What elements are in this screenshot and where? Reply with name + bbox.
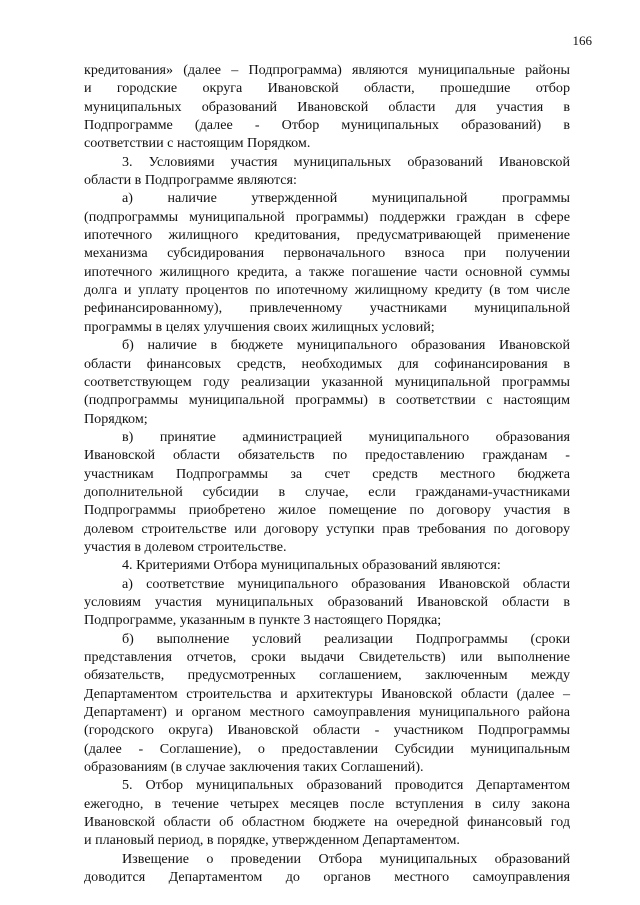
text-line: (подпрограммы муниципальной программы) в соответствии с настоящим bbox=[84, 392, 570, 409]
document-text-body bbox=[84, 61, 570, 886]
text-line: 5. Отбор муниципальных образований проводится Департаментом bbox=[122, 777, 570, 794]
text-line: Порядком; bbox=[84, 410, 148, 427]
text-line: участникам Подпрограммы за счет средств местного бюджета bbox=[84, 465, 570, 482]
text-line: программы в целях улучшения своих жилищных условий; bbox=[84, 318, 435, 335]
text-line: соответствии с настоящим Порядком. bbox=[84, 135, 311, 152]
text-line: Подпрограммы приобретено жилое помещение по договору участия в bbox=[84, 502, 570, 519]
text-line: б) выполнение условий реализации Подпрограммы (сроки bbox=[122, 630, 570, 647]
text-line: б) наличие в бюджете муниципального образования Ивановской bbox=[122, 337, 570, 354]
text-line: долга и уплату процентов по ипотечному жилищному кредиту (в том числе bbox=[84, 282, 570, 299]
text-line: (подпрограммы муниципальной программы) поддержки граждан в сфере bbox=[84, 208, 570, 225]
text-line: Ивановской области обязательств по предоставлению гражданам - bbox=[84, 447, 570, 464]
text-line: дополнительной субсидии в случае, если гражданами-участниками bbox=[84, 483, 570, 500]
text-line: и плановый период, в порядке, утвержденном Департаментом. bbox=[84, 832, 460, 849]
text-line: ипотечного жилищного кредитования, предусматривающей применение bbox=[84, 227, 570, 244]
text-line: Подпрограмме, указанным в пункте 3 настоящего Порядка; bbox=[84, 612, 442, 629]
text-line: образованиям (в случае заключения таких Соглашений). bbox=[84, 759, 424, 776]
text-line: и городские округа Ивановской области, прошедшие отбор bbox=[84, 80, 570, 97]
text-line: Подпрограмме (далее - Отбор муниципальных образований) в bbox=[84, 117, 570, 134]
text-line: кредитования» (далее – Подпрограмма) являются муниципальные районы bbox=[84, 62, 570, 78]
text-line: а) соответствие муниципального образования Ивановской области bbox=[122, 575, 570, 592]
text-line: участия в долевом строительстве. bbox=[84, 538, 287, 555]
text-line: (далее - Соглашение), о предоставлении Субсидии муниципальным bbox=[84, 740, 570, 757]
text-line: а) наличие утвержденной муниципальной программы bbox=[122, 190, 570, 207]
text-line: области финансовых средств, необходимых для софинансирования в bbox=[84, 355, 570, 372]
text-line: долевом строительстве или договору уступки прав требования по договору bbox=[84, 520, 570, 537]
text-line: (городского округа) Ивановской области - участником Подпрограммы bbox=[84, 722, 570, 739]
text-line: механизма субсидирования первоначального взноса при получении bbox=[84, 245, 570, 262]
text-line: Извещение о проведении Отбора муниципальных образований bbox=[122, 850, 570, 867]
text-line: муниципальных образований Ивановской области для участия в bbox=[84, 98, 570, 115]
page-number: 166 bbox=[572, 33, 592, 48]
text-line: в) принятие администрацией муниципального образования bbox=[122, 428, 570, 445]
text-line: Департаментом строительства и архитектуры Ивановской области (далее – bbox=[84, 685, 570, 702]
text-line: рефинансированному), привлеченному участниками муниципальной bbox=[84, 300, 570, 317]
text-line: Ивановской области об областном бюджете на очередной финансовый год bbox=[84, 814, 570, 831]
text-line: ежегодно, в течение четырех месяцев после вступления в силу закона bbox=[84, 795, 570, 812]
text-line: доводится Департаментом до органов местного самоуправления bbox=[84, 869, 570, 886]
text-line: обязательств, предусмотренных соглашением, заключенным между bbox=[84, 667, 570, 684]
text-line: условиям участия муниципальных образований Ивановской области в bbox=[84, 593, 570, 610]
text-line: соответствующем году реализации указанной муниципальной программы bbox=[84, 373, 570, 390]
text-line: 3. Условиями участия муниципальных образований Ивановской bbox=[122, 153, 570, 170]
text-line: области в Подпрограмме являются: bbox=[84, 172, 297, 189]
text-line: 4. Критериями Отбора муниципальных образований являются: bbox=[122, 557, 501, 574]
text-line: ипотечного жилищного кредита, а также погашение части основной суммы bbox=[84, 263, 570, 280]
text-line: представления отчетов, сроки выдачи Свидетельств) или выполнение bbox=[84, 649, 570, 665]
text-line: Департамент) и органом местного самоуправления муниципального района bbox=[84, 704, 570, 721]
